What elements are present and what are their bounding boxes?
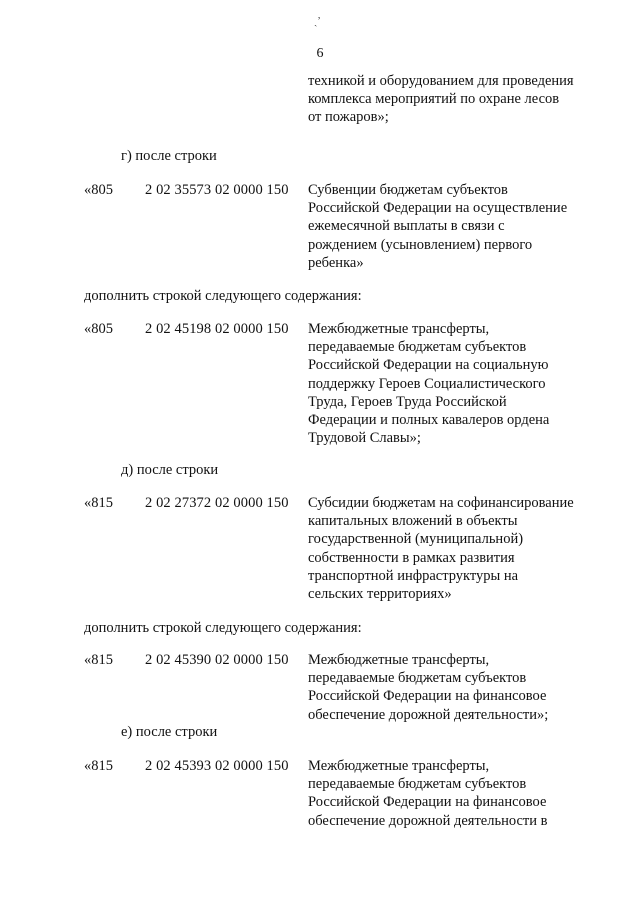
page-number: 6 (316, 46, 324, 61)
row-code: «815 (84, 758, 113, 774)
row-code: «805 (84, 182, 113, 198)
supplement-heading-2: дополнить строкой следующего содержания: (84, 620, 362, 636)
item-d-heading: д) после строки (121, 462, 219, 478)
item-e-heading: е) после строки (121, 724, 218, 740)
row-description: Субвенции бюджетам субъектов Российской Федерации на осуществление ежемесячной выплаты в связи с рождением (усыновлением) первого ребенка» (308, 182, 568, 271)
row-kbk: 2 02 45198 02 0000 150 (145, 321, 289, 337)
scan-mark: ˎʼ (314, 16, 321, 27)
row-code: «805 (84, 321, 113, 337)
supplement-heading-1: дополнить строкой следующего содержания: (84, 288, 362, 304)
item-g-heading: г) после строки (121, 148, 217, 164)
continuation-text: техникой и оборудованием для проведения комплекса мероприятий по охране лесов от пожаров»; (308, 73, 574, 126)
row-description: Межбюджетные трансферты, передаваемые бюджетам субъектов Российской Федерации на финансовое обеспечение дорожной деятельности»; (308, 652, 549, 723)
row-kbk: 2 02 35573 02 0000 150 (145, 182, 289, 198)
row-kbk: 2 02 27372 02 0000 150 (145, 495, 289, 511)
row-code: «815 (84, 495, 113, 511)
row-description: Межбюджетные трансферты, передаваемые бюджетам субъектов Российской Федерации на социальную поддержку Героев Социалистического Труда, Героев Труда Российской Федерации и полных кавалеров ордена Трудовой Славы»; (308, 321, 550, 447)
row-description: Межбюджетные трансферты, передаваемые бюджетам субъектов Российской Федерации на финансовое обеспечение дорожной деятельности в (308, 758, 548, 829)
row-kbk: 2 02 45393 02 0000 150 (145, 758, 289, 774)
row-description: Субсидии бюджетам на софинансирование капитальных вложений в объекты государственной (муниципальной) собственности в рамках развития транспортной инфраструктуры на сельских территориях» (308, 495, 574, 603)
row-code: «815 (84, 652, 113, 668)
row-kbk: 2 02 45390 02 0000 150 (145, 652, 289, 668)
